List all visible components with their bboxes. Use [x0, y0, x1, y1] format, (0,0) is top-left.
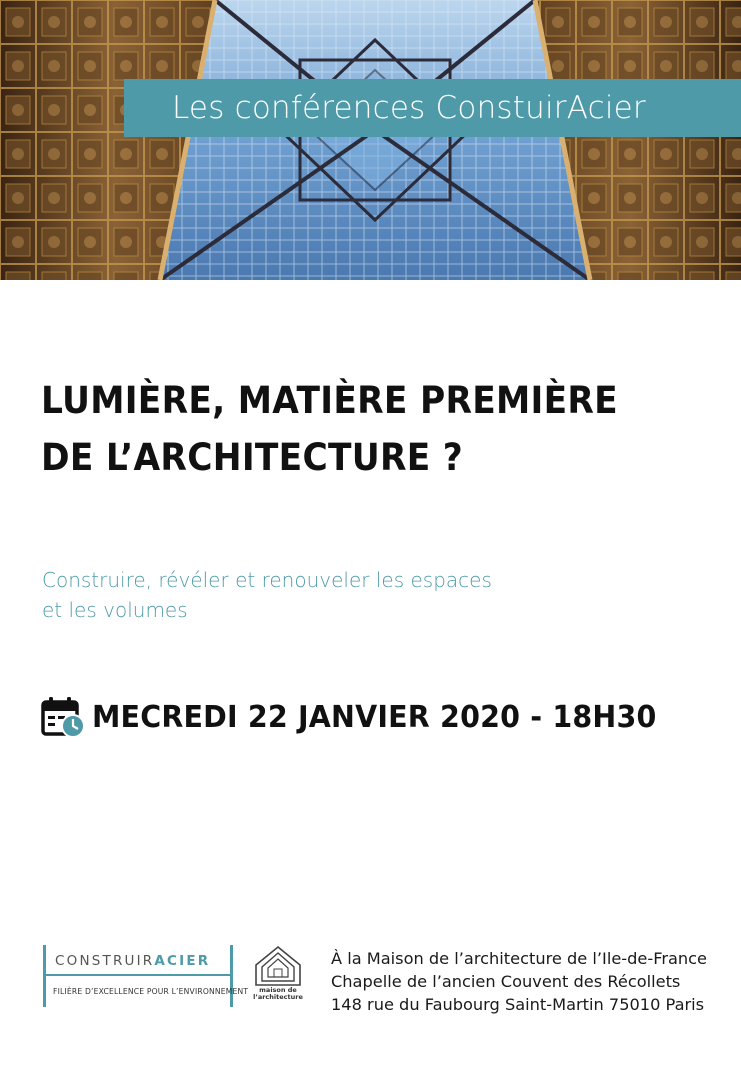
construiracier-logo: [43, 945, 249, 1009]
event-title-line2: DE L’ARCHITECTURE ?: [41, 436, 464, 479]
maison-name-line2: l’architecture: [253, 992, 303, 1001]
logo-divider: [43, 974, 233, 976]
event-subtitle: [42, 565, 642, 625]
hero-image: [0, 0, 741, 280]
house-outline-icon: [252, 945, 304, 987]
maison-name-line1: maison de: [259, 986, 297, 994]
logo-bracket-right: [230, 945, 233, 1007]
venue-address: [331, 947, 731, 1016]
event-subtitle-line1: Construire, révéler et renouveler les espaces: [42, 568, 492, 592]
event-date-row: [40, 694, 686, 740]
venue-line2: Chapelle de l’ancien Couvent des Récollets: [331, 972, 681, 991]
event-title-line1: LUMIÈRE, MATIÈRE PREMIÈRE: [41, 379, 618, 422]
venue-line1: À la Maison de l’architecture de l’Ile-de-France: [331, 949, 708, 968]
venue-line3: 148 rue du Faubourg Saint-Martin 75010 Paris: [331, 995, 705, 1014]
calendar-clock-icon: [40, 696, 86, 738]
construiracier-tagline: FILIÈRE D’EXCELLENCE POUR L’ENVIRONNEMENT: [53, 987, 249, 996]
logo-bracket-left: [43, 945, 46, 1007]
series-title-banner: Les conférences ConstuirAcier: [124, 79, 741, 137]
construiracier-wordmark: CONSTRUIRACIER: [55, 953, 211, 969]
event-title: [41, 372, 655, 486]
maison-architecture-logo: [252, 945, 304, 1015]
event-date-time: MECREDI 22 JANVIER 2020 - 18H30: [92, 699, 657, 735]
event-subtitle-line2: et les volumes: [42, 598, 188, 622]
skylight-ceiling-image: [0, 0, 741, 280]
